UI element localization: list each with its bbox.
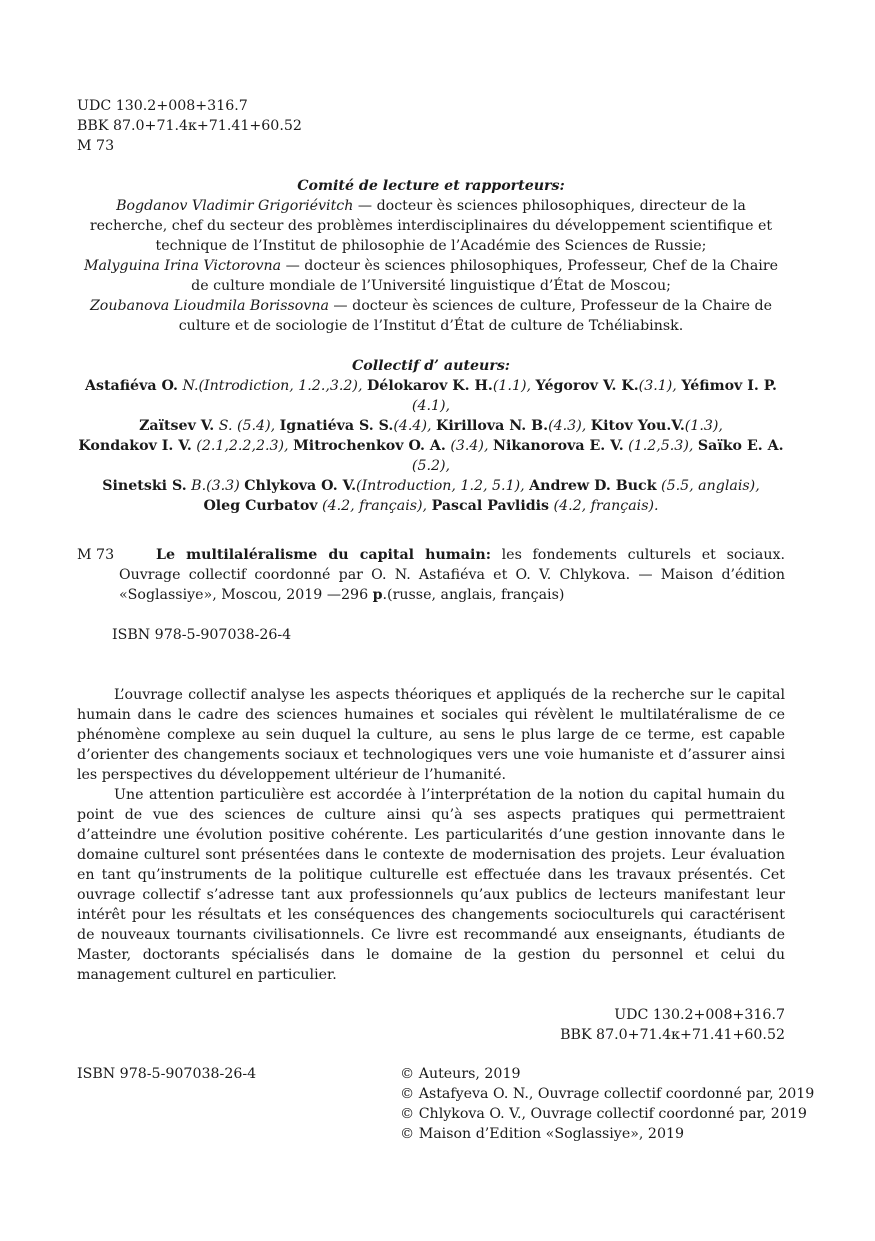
author-role: S. (5.4), xyxy=(218,418,276,434)
reviewer-entry xyxy=(77,256,785,296)
abstract-paragraph: Une attention particulière est accordée à l’interprétation de la notion du capital humain du point de vue des sciences de culture ainsi qu’à ses aspects pratiques qui permettraient d’atteindre une évolution positive cohérente. Les particularités d’une gestion innovante dans le domaine culturel sont présentées dans le contexte de modernisation des projets. Leur évaluation en tant qu’instruments de la politique culturelle est effectuée dans les travaux présentés. Cet ouvrage collectif s’adresse tant aux professionnels qu’aux publics de lecteurs manifestant leur intérêt pour les résultats et les conséquences des changements socioculturels qui caractérisent de nouveaux tournants civilisationnels. Ce livre est recommandé aux enseignants, étudiants de Master, doctorants spécialisés dans le domaine de la gestion du personnel et celui du management culturel en particulier. xyxy=(77,787,785,983)
author-role: (4.3), xyxy=(548,418,587,434)
author-name: Chlykova O. V. xyxy=(244,478,357,494)
author-name: Astafiéva O. xyxy=(85,378,178,394)
author-role: (3.1), xyxy=(638,378,677,394)
authors-list xyxy=(77,376,785,516)
book-description: les fondements culturels et sociaux. Ouvrage collectif coordonné par O. N. Astafiéva et O. V. Chlykova. — Maison d’édition «Soglassiye», Moscou, 2019 —296 xyxy=(119,547,785,603)
author-role: (5.2), xyxy=(411,458,451,474)
reviewer-description: — docteur ès sciences philosophiques, Professeur, Chef de la Chaire de culture mondiale de l’Université linguistique d’État de Moscou; xyxy=(191,258,778,294)
isbn-footer: ISBN 978-5-907038-26-4 xyxy=(77,1066,257,1082)
reviewer-name: Bogdanov Vladimir Grigoriévitch xyxy=(116,198,354,214)
author-role: (4.1), xyxy=(411,398,451,414)
copyright-line: © Maison d’Edition «Soglassiye», 2019 xyxy=(400,1126,685,1142)
footer-classification-codes xyxy=(77,1005,785,1045)
reviewer-description: — docteur ès sciences de culture, Professeur de la Chaire de culture et de sociologie de l’Institut d’État de culture de Tchéliabinsk. xyxy=(178,298,773,334)
author-name: Sinetski S. xyxy=(102,478,187,494)
author-role: (Introduction, 1.2, 5.1), xyxy=(356,478,525,494)
reviewers-title: Comité de lecture et rapporteurs: xyxy=(297,178,565,194)
copyright-lines xyxy=(400,1064,814,1144)
author-name: Pascal Pavlidis xyxy=(431,498,550,514)
isbn: ISBN 978-5-907038-26-4 xyxy=(112,627,292,643)
author-name: Délokarov K. H. xyxy=(366,378,493,394)
udc-code: UDC 130.2+008+316.7 xyxy=(77,98,248,114)
reviewer-name: Zoubanova Lioudmila Borissovna xyxy=(89,298,329,314)
author-role: (2.1,2.2,2.3), xyxy=(196,438,289,454)
copyright-line: © Auteurs, 2019 xyxy=(400,1066,521,1082)
bibliographic-text xyxy=(119,545,785,605)
bbk-code: BBK 87.0+71.4к+71.41+60.52 xyxy=(77,118,302,134)
author-name: Ignatiéva S. S. xyxy=(279,418,394,434)
reviewer-entry xyxy=(77,196,785,256)
udc-code: UDC 130.2+008+316.7 xyxy=(614,1007,785,1023)
author-name: Kirillova N. B. xyxy=(436,418,549,434)
abstract-paragraph: L’ouvrage collectif analyse les aspects théoriques et appliqués de la recherche sur le capital humain dans le cadre des sciences humaines et sociales qui révèlent le multilatéralisme de ce phénomène complexe au sein duquel la culture, au sens le plus large de ce terme, est capable d’orienter des changements sociaux et technologiques vers une voie humaniste et d’assurer ainsi les perspectives du développement ultérieur de l’humanité. xyxy=(77,687,785,783)
author-name: Oleg Curbatov xyxy=(203,498,318,514)
author-name: Andrew D. Buck xyxy=(529,478,657,494)
author-name: Zaïtsev V. xyxy=(139,418,215,434)
reviewer-name: Malyguina Irina Victorovna xyxy=(83,258,282,274)
bibliographic-code: M 73 xyxy=(77,547,115,563)
author-name: Nikanorova E. V. xyxy=(493,438,624,454)
author-role: (3.4), xyxy=(450,438,489,454)
languages: .(russe, anglais, français) xyxy=(382,587,565,603)
author-name: Mitrochenkov O. A. xyxy=(293,438,446,454)
author-name: Yégorov V. K. xyxy=(535,378,639,394)
author-role: (4.2, français), xyxy=(322,498,428,514)
reviewer-description: — docteur ès sciences philosophiques, directeur de la recherche, chef du secteur des problèmes interdisciplinaires du développement scientifique et technique de l’Institut de philosophie de l’Académie des Sciences de Russie; xyxy=(89,198,773,254)
author-role: (4.2, français). xyxy=(553,498,659,514)
author-role: B.(3.3) xyxy=(191,478,240,494)
abstract xyxy=(77,685,785,985)
reviewer-entry xyxy=(77,296,785,336)
author-name: Kitov You.V. xyxy=(590,418,685,434)
classification-codes xyxy=(77,96,785,156)
authors-title: Collectif d’ auteurs: xyxy=(351,358,511,374)
copyright-line: © Astafyeva O. N., Ouvrage collectif coordonné par, 2019 xyxy=(400,1086,815,1102)
author-role: (4.4), xyxy=(393,418,432,434)
author-name: Kondakov I. V. xyxy=(78,438,192,454)
author-role: (1.1), xyxy=(492,378,532,394)
author-role: (1.3), xyxy=(684,418,723,434)
bbk-code: BBK 87.0+71.4к+71.41+60.52 xyxy=(560,1027,785,1043)
document-page xyxy=(77,96,815,1144)
author-name: Saïko E. A. xyxy=(697,438,784,454)
author-role: N.(Introdiction, 1.2.,3.2), xyxy=(182,378,363,394)
author-role: (5.5, anglais), xyxy=(661,478,760,494)
author-name: Yéfimov I. P. xyxy=(681,378,777,394)
bibliographic-entry xyxy=(77,545,785,605)
author-role: (1.2,5.3), xyxy=(628,438,694,454)
copyright-line: © Chlykova O. V., Ouvrage collectif coordonné par, 2019 xyxy=(400,1106,807,1122)
author-mark: M 73 xyxy=(77,138,115,154)
copyright-block xyxy=(77,1064,815,1144)
pages-mark: p xyxy=(372,587,383,603)
book-title: Le multilaléralisme du capital humain: xyxy=(156,547,491,563)
